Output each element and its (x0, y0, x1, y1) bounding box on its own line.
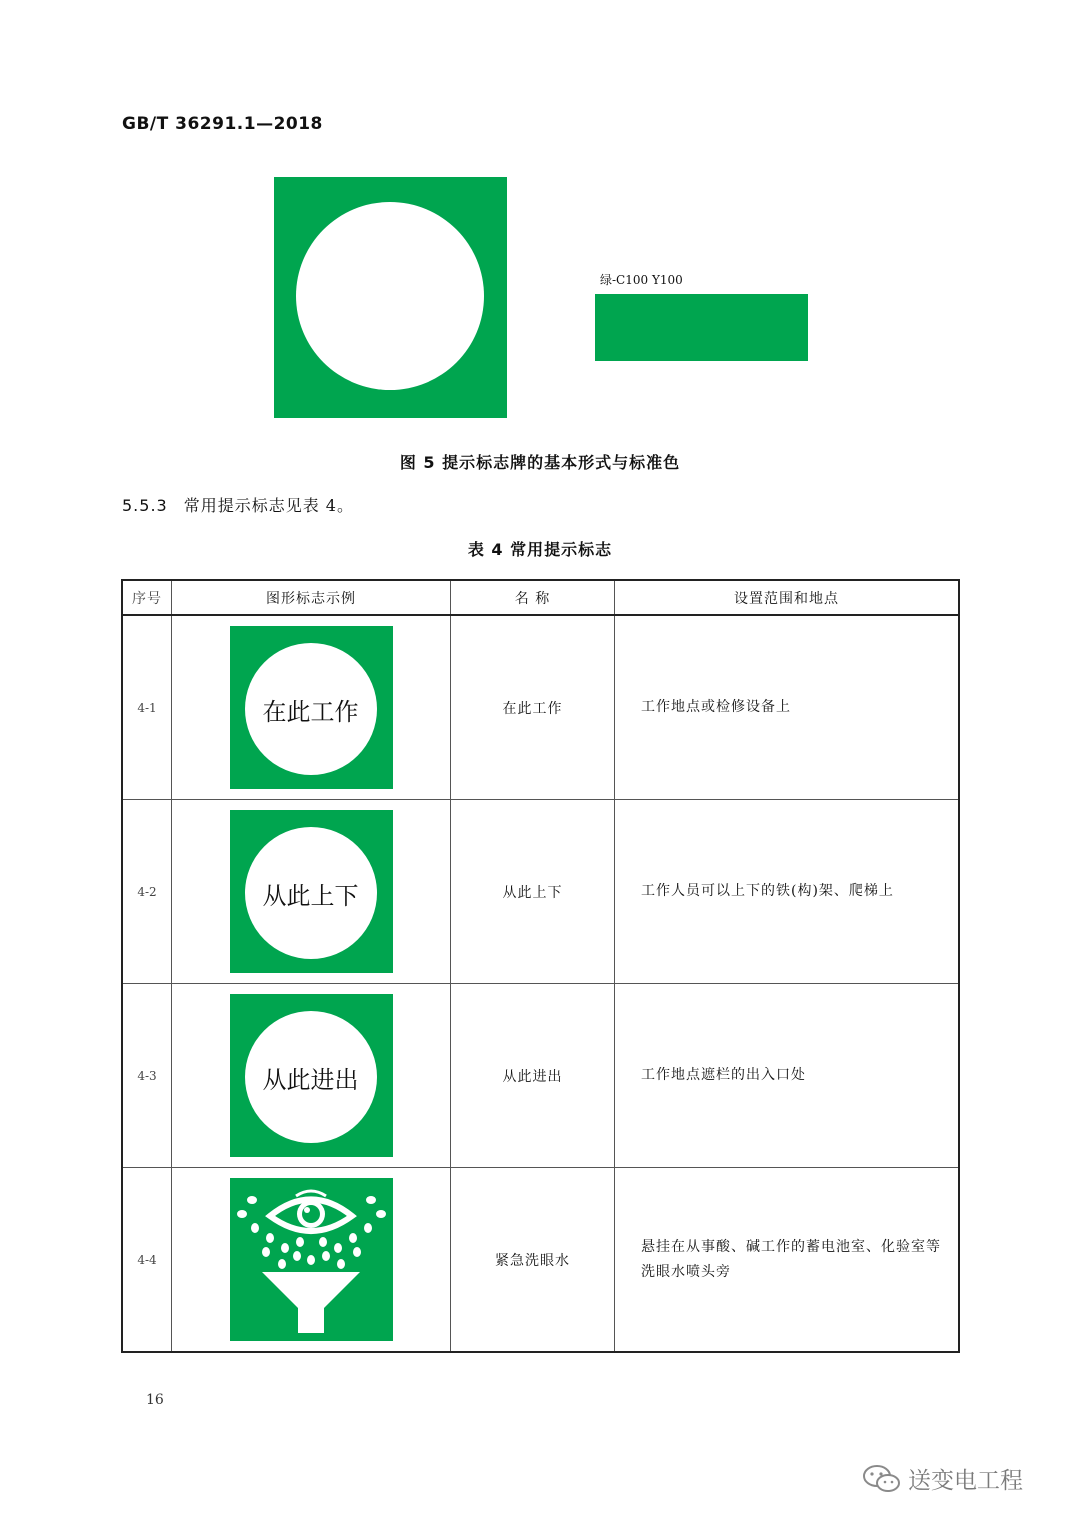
table-row (122, 1168, 959, 1353)
emergency-eyewash-icon (230, 1178, 393, 1341)
sign-enter-exit-here (230, 994, 393, 1157)
figure5-white-circle (296, 202, 484, 390)
row-location: 悬挂在从事酸、碱工作的蓄电池室、化验室等洗眼水喷头旁 (615, 1168, 960, 1353)
table-row (122, 984, 959, 1168)
row-name: 紧急洗眼水 (451, 1168, 615, 1353)
table4 (121, 579, 960, 1353)
sign-cell (172, 615, 451, 800)
header-location: 设置范围和地点 (615, 580, 960, 615)
header-sign-example: 图形标志示例 (172, 580, 451, 615)
watermark (862, 1462, 1023, 1495)
section-number: 5.5.3 (122, 496, 168, 515)
sign-work-here (230, 626, 393, 789)
sign-text: 从此上下 (262, 881, 359, 910)
sign-cell (172, 1168, 451, 1353)
table4-caption: 表 4 常用提示标志 (467, 540, 613, 559)
sign-circle (245, 1011, 377, 1143)
sign-emergency-eyewash (230, 1178, 393, 1341)
row-id: 4-3 (122, 984, 172, 1168)
wechat-icon (862, 1464, 902, 1494)
header-serial: 序号 (122, 580, 172, 615)
table-header-row (122, 580, 959, 615)
sign-circle (245, 643, 377, 775)
sign-circle (245, 827, 377, 959)
row-location: 工作地点遮栏的出入口处 (615, 984, 960, 1168)
header-name: 名 称 (451, 580, 615, 615)
page-number: 16 (146, 1392, 164, 1408)
section-text: 常用提示标志见表 4。 (183, 496, 354, 515)
standard-code: GB/T 36291.1—2018 (122, 114, 323, 134)
row-location: 工作人员可以上下的铁(构)架、爬梯上 (615, 800, 960, 984)
sign-cell (172, 800, 451, 984)
row-name: 从此上下 (451, 800, 615, 984)
sign-cell (172, 984, 451, 1168)
sign-text: 从此进出 (262, 1065, 359, 1094)
figure5-caption: 图 5 提示标志牌的基本形式与标准色 (399, 453, 681, 472)
row-name: 从此进出 (451, 984, 615, 1168)
figure5-sign-basic-form (274, 177, 507, 418)
sign-climb-here (230, 810, 393, 973)
row-id: 4-1 (122, 615, 172, 800)
row-location: 工作地点或检修设备上 (615, 615, 960, 800)
row-id: 4-4 (122, 1168, 172, 1353)
sign-text: 在此工作 (262, 697, 359, 726)
row-id: 4-2 (122, 800, 172, 984)
table-row (122, 615, 959, 800)
section-paragraph (122, 493, 354, 516)
green-color-swatch (595, 294, 808, 361)
color-swatch-label: 绿-C100 Y100 (600, 273, 683, 287)
table-row (122, 800, 959, 984)
row-name: 在此工作 (451, 615, 615, 800)
watermark-text: 送变电工程 (908, 1468, 1023, 1494)
